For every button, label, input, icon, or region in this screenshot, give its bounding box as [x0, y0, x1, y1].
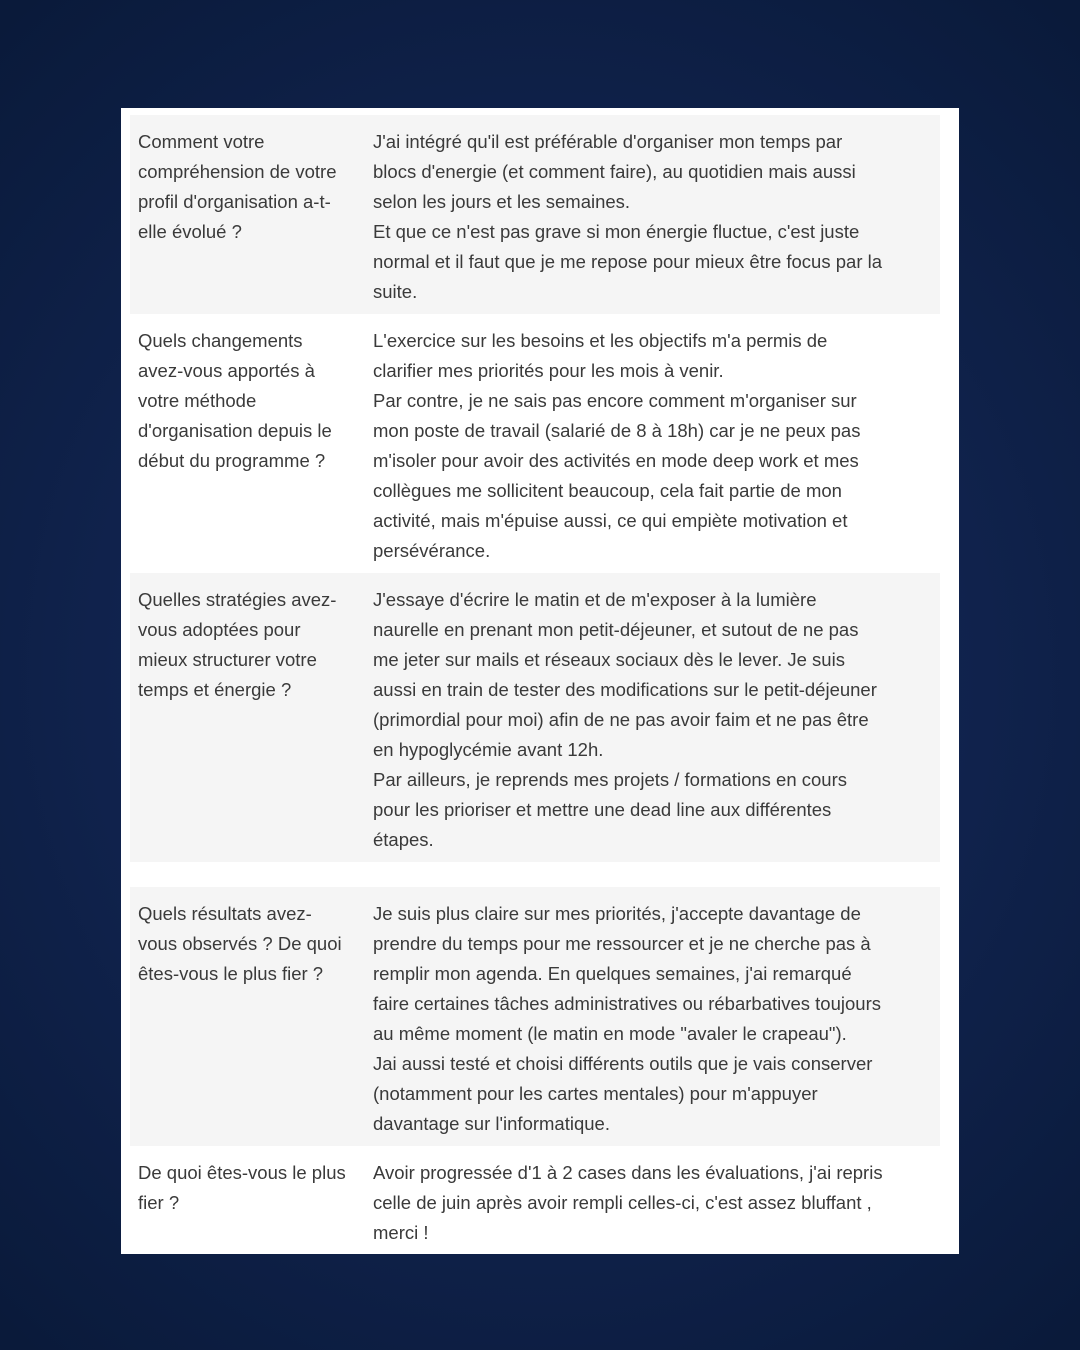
question-cell: Quels résultats avez- vous observés ? De quoi êtes-vous le plus fier ?	[138, 903, 342, 984]
answer-paragraph: Par contre, je ne sais pas encore comment m'organiser sur mon poste de travail (salarié de 8 à 18h) car je ne peux pas m'isoler pour avoir des activités en mode deep work et mes collègues me sollicitent beaucoup, cela fait partie de mon activité, mais m'épuise aussi, ce qui empiète motivation et persévérance.	[373, 390, 861, 561]
qa-row-method-changes	[130, 314, 940, 573]
answer-cell	[373, 585, 940, 855]
answer-cell	[373, 127, 940, 307]
answer-paragraph: Et que ce n'est pas grave si mon énergie fluctue, c'est juste normal et il faut que je me repose pour mieux être focus par la suite.	[373, 221, 883, 302]
answer-cell	[373, 899, 940, 1139]
answer-cell	[373, 1158, 940, 1248]
answer-paragraph: L'exercice sur les besoins et les objectifs m'a permis de clarifier mes priorités pour les mois à venir.	[373, 330, 828, 381]
answer-paragraph: J'ai intégré qu'il est préférable d'organiser mon temps par blocs d'energie (et comment faire), au quotidien mais aussi selon les jours et les semaines.	[373, 131, 856, 212]
answer-paragraph: J'essaye d'écrire le matin et de m'exposer à la lumière naurelle en prenant mon petit-déjeuner, et sutout de ne pas me jeter sur mails et réseaux sociaux dès le lever. Je suis aussi en train de tester des modifications sur le petit-déjeuner (primordial pour moi) afin de ne pas avoir faim et ne pas être en hypoglycémie avant 12h.	[373, 589, 877, 760]
answer-paragraph: Avoir progressée d'1 à 2 cases dans les évaluations, j'ai repris celle de juin après avoir rempli celles-ci, c'est assez bluffant , merci !	[373, 1162, 883, 1243]
answer-paragraph: Par ailleurs, je reprends mes projets / formations en cours pour les prioriser et mettre une dead line aux différentes étapes.	[373, 769, 848, 850]
answer-cell	[373, 326, 940, 566]
question-cell: Quels changements avez-vous apportés à votre méthode d'organisation depuis le début du programme ?	[138, 330, 332, 471]
qa-row-profile-evolution	[130, 115, 940, 314]
question-cell: Quelles stratégies avez- vous adoptées pour mieux structurer votre temps et énergie ?	[138, 589, 337, 700]
question-cell: De quoi êtes-vous le plus fier ?	[138, 1162, 346, 1213]
qa-row-results	[130, 887, 940, 1146]
question-cell: Comment votre compréhension de votre profil d'organisation a-t- elle évolué ?	[138, 131, 337, 242]
qa-row-proudest	[130, 1146, 940, 1255]
testimonial-card	[121, 108, 959, 1254]
answer-paragraph: Jai aussi testé et choisi différents outils que je vais conserver (notamment pour les cartes mentales) pour m'appuyer davantage sur l'informatique.	[373, 1053, 873, 1134]
qa-row-strategies	[130, 573, 940, 862]
answer-paragraph: Je suis plus claire sur mes priorités, j'accepte davantage de prendre du temps pour me ressourcer et je ne cherche pas à remplir mon agenda. En quelques semaines, j'ai remarqué faire certaines tâches administratives ou rébarbatives toujours au même moment (le matin en mode "avaler le crapeau").	[373, 903, 881, 1044]
